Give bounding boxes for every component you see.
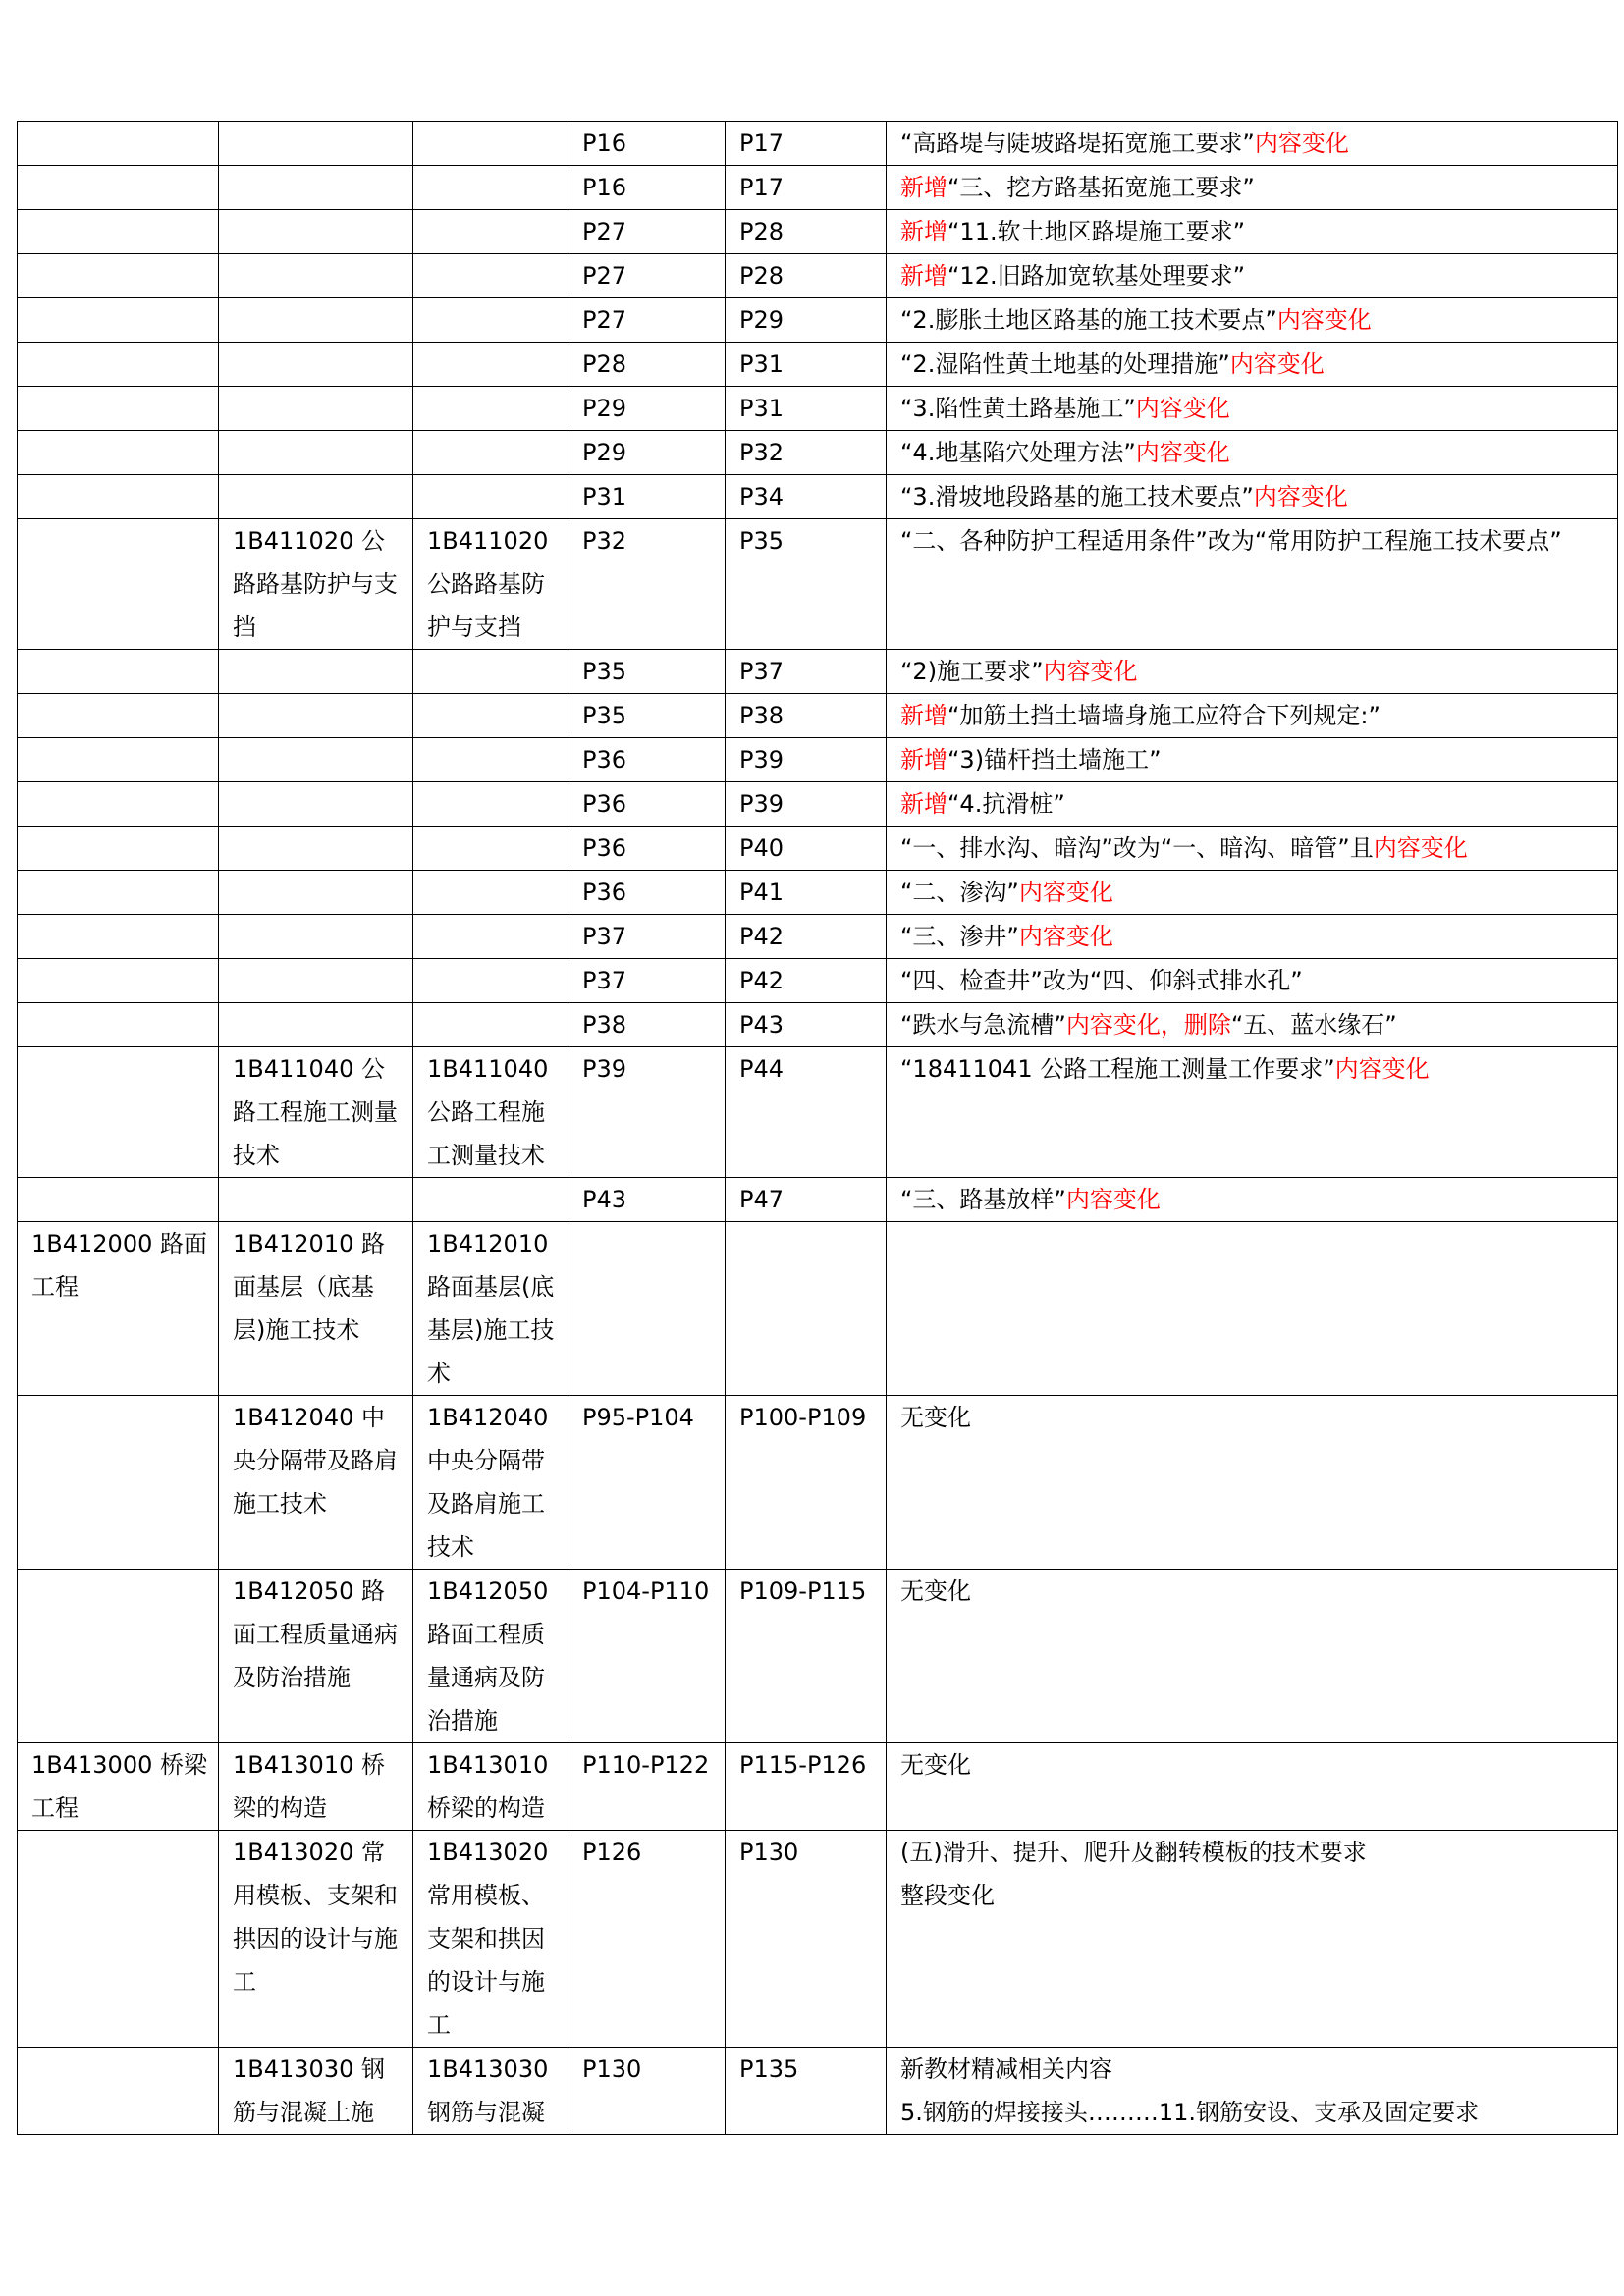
page-old-cell: P36: [568, 827, 726, 871]
table-row: [18, 694, 1618, 738]
section-old-cell: [219, 1003, 413, 1047]
change-status-label: 新增: [900, 790, 947, 818]
section-new-cell: [413, 387, 568, 431]
description-text: “4.抗滑桩”: [947, 790, 1065, 818]
change-description-cell: [887, 1570, 1618, 1743]
section-new-cell: 1B413010 桥梁的构造: [413, 1743, 568, 1831]
table-body: [18, 122, 1618, 2135]
change-description-cell: [887, 2048, 1618, 2135]
page-new-cell: P38: [726, 694, 887, 738]
section-new-cell: 1B412010 路面基层(底基层)施工技术: [413, 1222, 568, 1396]
page-new-cell: P42: [726, 959, 887, 1003]
change-status-label: 新增: [900, 218, 947, 245]
chapter-cell: [18, 166, 219, 210]
change-description-cell: [887, 122, 1618, 166]
page-old-cell: P27: [568, 298, 726, 343]
change-description-cell: [887, 343, 1618, 387]
chapter-cell: [18, 254, 219, 298]
change-description-cell: [887, 959, 1618, 1003]
section-new-cell: 1B411020 公路路基防护与支挡: [413, 519, 568, 650]
change-description-cell: [887, 650, 1618, 694]
page-new-cell: P17: [726, 122, 887, 166]
change-status-label: 内容变化: [1065, 1186, 1161, 1213]
change-description-cell: [887, 519, 1618, 650]
chapter-cell: [18, 1178, 219, 1222]
page-old-cell: P29: [568, 431, 726, 475]
page-new-cell: P28: [726, 210, 887, 254]
page-new-cell: P43: [726, 1003, 887, 1047]
change-description-cell: [887, 210, 1618, 254]
section-old-cell: [219, 431, 413, 475]
chapter-cell: [18, 431, 219, 475]
table-row: [18, 871, 1618, 915]
change-description-cell: [887, 915, 1618, 959]
page-old-cell: P95-P104: [568, 1396, 726, 1570]
change-description-cell: [887, 1831, 1618, 2048]
change-status-label: 内容变化: [1135, 395, 1230, 422]
change-description-cell: [887, 475, 1618, 519]
change-description-cell: [887, 694, 1618, 738]
chapter-cell: [18, 343, 219, 387]
chapter-cell: [18, 298, 219, 343]
description-text: “3.陷性黄土路基施工”: [900, 395, 1136, 422]
section-old-cell: [219, 959, 413, 1003]
description-text: “三、渗井”: [900, 923, 1019, 950]
table-row: [18, 738, 1618, 782]
change-description-cell: [887, 827, 1618, 871]
section-new-cell: 1B413020 常用模板、支架和拱因的设计与施工: [413, 1831, 568, 2048]
chapter-cell: [18, 1396, 219, 1570]
page-old-cell: P36: [568, 871, 726, 915]
chapter-cell: [18, 475, 219, 519]
change-status-label: 内容变化: [1373, 834, 1468, 862]
page-new-cell: P28: [726, 254, 887, 298]
section-old-cell: 1B411020 公路路基防护与支挡: [219, 519, 413, 650]
section-new-cell: 1B412050 路面工程质量通病及防治措施: [413, 1570, 568, 1743]
page-new-cell: P42: [726, 915, 887, 959]
change-description-cell: [887, 782, 1618, 827]
section-new-cell: [413, 827, 568, 871]
table-row: [18, 1003, 1618, 1047]
section-old-cell: [219, 475, 413, 519]
description-text: (五)滑升、提升、爬升及翻转模板的技术要求: [900, 1839, 1367, 1866]
change-description-cell: [887, 431, 1618, 475]
chapter-cell: [18, 2048, 219, 2135]
change-description-cell: [887, 1743, 1618, 1831]
chapter-cell: [18, 387, 219, 431]
page-old-cell: P27: [568, 254, 726, 298]
section-new-cell: [413, 782, 568, 827]
page-new-cell: P31: [726, 387, 887, 431]
section-old-cell: [219, 166, 413, 210]
description-text: “2.膨胀土地区路基的施工技术要点”: [900, 306, 1277, 334]
table-row: [18, 1831, 1618, 2048]
change-status-label: 新增: [900, 746, 947, 774]
page-old-cell: P31: [568, 475, 726, 519]
section-new-cell: [413, 298, 568, 343]
table-row: [18, 343, 1618, 387]
table-row: [18, 1743, 1618, 1831]
change-description-cell: [887, 254, 1618, 298]
page-new-cell: P41: [726, 871, 887, 915]
section-old-cell: 1B412050 路面工程质量通病及防治措施: [219, 1570, 413, 1743]
change-status-label: 内容变化，删除: [1065, 1011, 1231, 1039]
chapter-cell: 1B413000 桥梁工程: [18, 1743, 219, 1831]
section-old-cell: [219, 650, 413, 694]
table-row: [18, 782, 1618, 827]
description-text: “2.湿陷性黄土地基的处理措施”: [900, 350, 1230, 378]
page-new-cell: P40: [726, 827, 887, 871]
section-old-cell: [219, 1178, 413, 1222]
section-new-cell: [413, 210, 568, 254]
page-new-cell: P100-P109: [726, 1396, 887, 1570]
section-new-cell: [413, 871, 568, 915]
page-new-cell: P35: [726, 519, 887, 650]
change-status-label: 内容变化: [1276, 306, 1372, 334]
page-new-cell: P37: [726, 650, 887, 694]
change-description-cell: [887, 1003, 1618, 1047]
section-old-cell: [219, 298, 413, 343]
section-old-cell: 1B412010 路面基层（底基层)施工技术: [219, 1222, 413, 1396]
section-new-cell: [413, 166, 568, 210]
table-row: [18, 475, 1618, 519]
chapter-cell: [18, 210, 219, 254]
change-status-label: 内容变化: [1254, 130, 1349, 157]
change-description-cell: [887, 166, 1618, 210]
change-status-label: 内容变化: [1334, 1055, 1430, 1083]
section-old-cell: 1B413010 桥梁的构造: [219, 1743, 413, 1831]
description-text: “3)锚杆挡土墙施工”: [947, 746, 1162, 774]
section-new-cell: 1B411040 公路工程施工测量技术: [413, 1047, 568, 1178]
description-text: “高路堤与陡坡路堤拓宽施工要求”: [900, 130, 1255, 157]
table-row: [18, 650, 1618, 694]
table-row: [18, 827, 1618, 871]
page-new-cell: P115-P126: [726, 1743, 887, 1831]
table-row: [18, 1570, 1618, 1743]
page-old-cell: P43: [568, 1178, 726, 1222]
section-old-cell: [219, 827, 413, 871]
page-old-cell: P130: [568, 2048, 726, 2135]
change-status-label: 内容变化: [1135, 439, 1230, 466]
description-text: “3.滑坡地段路基的施工技术要点”: [900, 483, 1254, 510]
section-new-cell: [413, 1003, 568, 1047]
page-new-cell: P39: [726, 782, 887, 827]
table-row: [18, 519, 1618, 650]
page-old-cell: P38: [568, 1003, 726, 1047]
change-description-cell: [887, 298, 1618, 343]
section-new-cell: 1B412040 中央分隔带及路肩施工技术: [413, 1396, 568, 1570]
page-old-cell: [568, 1222, 726, 1396]
chapter-cell: [18, 519, 219, 650]
section-old-cell: [219, 738, 413, 782]
description-text: “11.软土地区路堤施工要求”: [947, 218, 1246, 245]
section-old-cell: [219, 254, 413, 298]
section-new-cell: [413, 650, 568, 694]
comparison-table: [17, 121, 1618, 2135]
page-old-cell: P16: [568, 166, 726, 210]
section-old-cell: [219, 210, 413, 254]
change-status-label: 内容变化: [1229, 350, 1325, 378]
change-description-cell: [887, 387, 1618, 431]
table-row: [18, 915, 1618, 959]
table-row: [18, 254, 1618, 298]
page-old-cell: P36: [568, 782, 726, 827]
section-new-cell: [413, 694, 568, 738]
description-text: “18411041 公路工程施工测量工作要求”: [900, 1055, 1335, 1083]
table-row: [18, 166, 1618, 210]
section-new-cell: [413, 959, 568, 1003]
section-old-cell: [219, 871, 413, 915]
page-new-cell: P135: [726, 2048, 887, 2135]
change-status-label: 内容变化: [1018, 923, 1113, 950]
page-new-cell: P31: [726, 343, 887, 387]
change-status-label: 内容变化: [1018, 879, 1113, 906]
description-text: “二、渗沟”: [900, 879, 1019, 906]
table-row: [18, 2048, 1618, 2135]
page-old-cell: P126: [568, 1831, 726, 2048]
change-description-cell: [887, 871, 1618, 915]
page-new-cell: [726, 1222, 887, 1396]
page-new-cell: P29: [726, 298, 887, 343]
chapter-cell: [18, 738, 219, 782]
description-text: “三、路基放样”: [900, 1186, 1066, 1213]
change-description-cell: [887, 1222, 1618, 1396]
section-new-cell: [413, 1178, 568, 1222]
description-text: “三、挖方路基拓宽施工要求”: [947, 174, 1255, 201]
description-text: “一、排水沟、暗沟”改为“一、暗沟、暗管”且: [900, 834, 1374, 862]
section-old-cell: 1B413030 钢筋与混凝土施: [219, 2048, 413, 2135]
change-status-label: 内容变化: [1253, 483, 1348, 510]
section-old-cell: [219, 387, 413, 431]
page-old-cell: P16: [568, 122, 726, 166]
page-old-cell: P37: [568, 959, 726, 1003]
section-old-cell: [219, 694, 413, 738]
chapter-cell: [18, 827, 219, 871]
chapter-cell: [18, 871, 219, 915]
description-text: 整段变化: [900, 1882, 995, 1909]
page-new-cell: P17: [726, 166, 887, 210]
chapter-cell: [18, 122, 219, 166]
section-old-cell: [219, 122, 413, 166]
page-old-cell: P110-P122: [568, 1743, 726, 1831]
change-status-label: 内容变化: [1043, 658, 1138, 685]
page-new-cell: P44: [726, 1047, 887, 1178]
description-text: “12.旧路加宽软基处理要求”: [947, 262, 1246, 290]
change-status-label: 新增: [900, 262, 947, 290]
change-description-cell: [887, 1178, 1618, 1222]
change-description-cell: [887, 1396, 1618, 1570]
table-row: [18, 1222, 1618, 1396]
table-row: [18, 431, 1618, 475]
description-text: 无变化: [900, 1577, 971, 1605]
chapter-cell: [18, 915, 219, 959]
section-old-cell: [219, 782, 413, 827]
chapter-cell: [18, 959, 219, 1003]
table-row: [18, 1178, 1618, 1222]
page-old-cell: P28: [568, 343, 726, 387]
section-old-cell: 1B411040 公路工程施工测量技术: [219, 1047, 413, 1178]
description-text: 新教材精减相关内容: [900, 2056, 1112, 2083]
page-old-cell: P36: [568, 738, 726, 782]
page-new-cell: P130: [726, 1831, 887, 2048]
change-status-label: 新增: [900, 174, 947, 201]
description-text: 无变化: [900, 1751, 971, 1779]
description-text: “跌水与急流槽”: [900, 1011, 1066, 1039]
chapter-cell: [18, 1831, 219, 2048]
page-old-cell: P35: [568, 650, 726, 694]
chapter-cell: [18, 694, 219, 738]
chapter-cell: [18, 650, 219, 694]
section-old-cell: 1B412040 中央分隔带及路肩施工技术: [219, 1396, 413, 1570]
table-row: [18, 298, 1618, 343]
table-row: [18, 210, 1618, 254]
table-row: [18, 959, 1618, 1003]
change-status-label: 新增: [900, 702, 947, 729]
chapter-cell: [18, 782, 219, 827]
page-old-cell: P104-P110: [568, 1570, 726, 1743]
description-text: “2)施工要求”: [900, 658, 1044, 685]
change-description-cell: [887, 1047, 1618, 1178]
description-text: “4.地基陷穴处理方法”: [900, 439, 1136, 466]
description-text: “二、各种防护工程适用条件”改为“常用防护工程施工技术要点”: [900, 527, 1562, 555]
chapter-cell: 1B412000 路面工程: [18, 1222, 219, 1396]
table-row: [18, 1396, 1618, 1570]
page-new-cell: P47: [726, 1178, 887, 1222]
page-old-cell: P39: [568, 1047, 726, 1178]
page-new-cell: P39: [726, 738, 887, 782]
page-new-cell: P109-P115: [726, 1570, 887, 1743]
section-new-cell: [413, 475, 568, 519]
section-new-cell: [413, 738, 568, 782]
chapter-cell: [18, 1003, 219, 1047]
table-row: [18, 387, 1618, 431]
table-row: [18, 1047, 1618, 1178]
change-description-cell: [887, 738, 1618, 782]
description-text: “四、检查井”改为“四、仰斜式排水孔”: [900, 967, 1303, 994]
page-old-cell: P35: [568, 694, 726, 738]
section-new-cell: [413, 343, 568, 387]
page-old-cell: P32: [568, 519, 726, 650]
chapter-cell: [18, 1570, 219, 1743]
section-new-cell: [413, 431, 568, 475]
description-text: 无变化: [900, 1404, 971, 1431]
section-old-cell: 1B413020 常用模板、支架和拱因的设计与施工: [219, 1831, 413, 2048]
page-old-cell: P29: [568, 387, 726, 431]
page-old-cell: P37: [568, 915, 726, 959]
description-text: “五、蓝水缘石”: [1230, 1011, 1397, 1039]
chapter-cell: [18, 1047, 219, 1178]
section-old-cell: [219, 915, 413, 959]
section-new-cell: [413, 122, 568, 166]
page-new-cell: P32: [726, 431, 887, 475]
description-text: “加筋土挡土墙墙身施工应符合下列规定:”: [947, 702, 1380, 729]
description-text: 5.钢筋的焊接接头………11.钢筋安设、支承及固定要求: [900, 2099, 1480, 2126]
table-row: [18, 122, 1618, 166]
page-new-cell: P34: [726, 475, 887, 519]
section-new-cell: [413, 915, 568, 959]
section-new-cell: 1B413030 钢筋与混凝: [413, 2048, 568, 2135]
section-old-cell: [219, 343, 413, 387]
section-new-cell: [413, 254, 568, 298]
page-old-cell: P27: [568, 210, 726, 254]
